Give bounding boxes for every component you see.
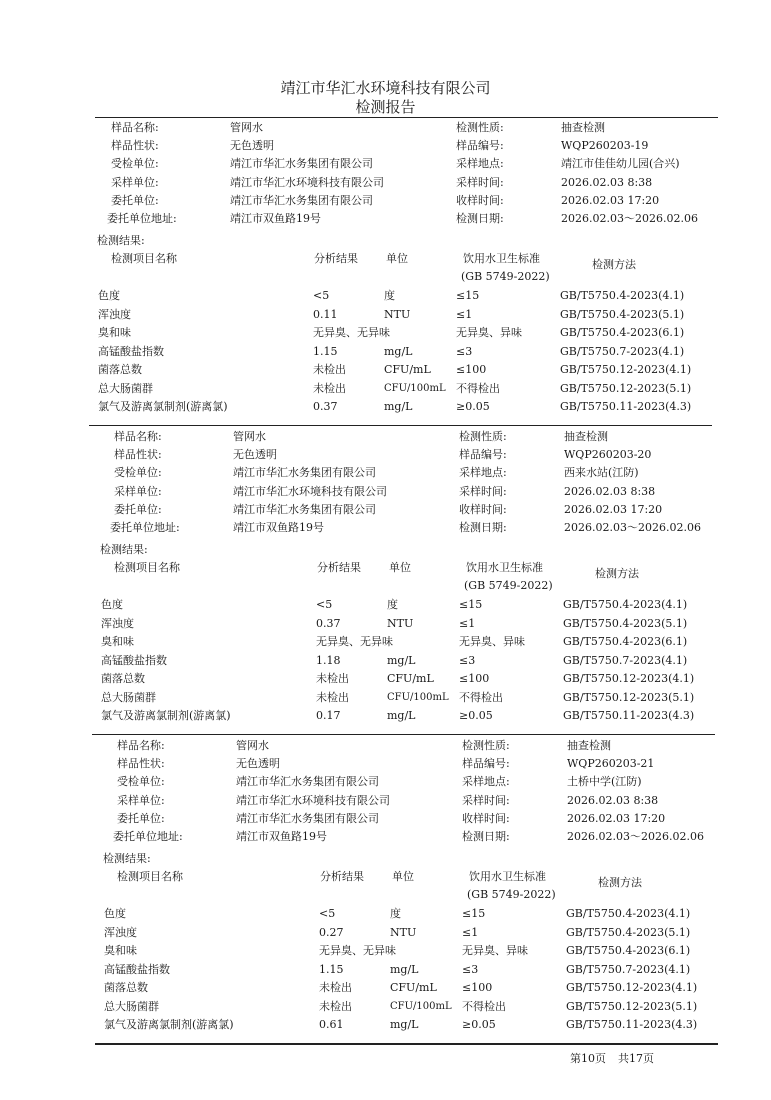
label-sample-property: 样品性状:: [117, 757, 165, 771]
value-sample-property: 无色透明: [230, 139, 274, 153]
test-unit: CFU/mL: [390, 981, 437, 994]
test-standard: ≤1: [462, 925, 479, 939]
test-standard: ≤3: [459, 653, 476, 667]
test-unit: 度: [387, 598, 398, 611]
test-result: 未检出: [319, 981, 352, 994]
test-standard: ≥0.05: [456, 400, 490, 413]
test-item: 浑浊度: [98, 307, 131, 321]
footer-rule: [95, 1044, 718, 1045]
value-sample-no: WQP260203-19: [561, 139, 649, 153]
test-result: 1.18: [316, 653, 341, 667]
col-header-item: 检测项目名称: [117, 870, 183, 883]
test-result: 未检出: [316, 672, 349, 685]
value-sample-no: WQP260203-21: [567, 757, 655, 771]
test-item: 色度: [98, 289, 120, 302]
value-client-unit: 靖江市华汇水务集团有限公司: [236, 775, 379, 789]
test-item: 高锰酸盐指数: [98, 344, 164, 358]
test-method: GB/T5750.12-2023(5.1): [563, 690, 695, 704]
col-header-unit: 单位: [386, 252, 408, 265]
test-standard: ≤15: [456, 289, 480, 302]
test-standard: ≤3: [462, 962, 479, 976]
test-standard: ≤15: [462, 907, 486, 920]
test-result: 未检出: [316, 690, 349, 704]
test-method: GB/T5750.4-2023(4.1): [563, 598, 688, 611]
test-result: 1.15: [319, 962, 344, 976]
test-result: 未检出: [313, 381, 346, 395]
company-name: 靖江市华汇水环境科技有限公司: [280, 79, 491, 97]
value-receive-time: 2026.02.03 17:20: [564, 502, 663, 516]
test-standard: ≤15: [459, 598, 483, 611]
value-sampling-site: 西来水站(江防): [564, 466, 639, 480]
test-unit: CFU/100mL: [387, 691, 449, 703]
value-sampling-time: 2026.02.03 8:38: [564, 484, 656, 498]
test-method: GB/T5750.12-2023(4.1): [566, 981, 698, 994]
test-method: GB/T5750.12-2023(5.1): [560, 381, 692, 395]
test-standard: 无异臭、异味: [459, 635, 525, 648]
label-test-nature: 检测性质:: [459, 430, 507, 443]
col-header-standard-code: (GB 5749-2022): [461, 270, 550, 283]
label-sample-no: 样品编号:: [462, 757, 510, 771]
label-sampling-site: 采样地点:: [456, 157, 504, 171]
test-method: GB/T5750.11-2023(4.3): [560, 400, 692, 413]
label-sample-name: 样品名称:: [111, 121, 159, 134]
value-sample-name: 管网水: [233, 430, 266, 443]
test-method: GB/T5750.4-2023(4.1): [566, 907, 691, 920]
page-footer: [570, 1050, 654, 1066]
test-unit: NTU: [387, 616, 414, 630]
value-entrust-unit: 靖江市华汇水务集团有限公司: [236, 811, 379, 825]
header-rule: [95, 117, 718, 118]
value-client-address: 靖江市双鱼路19号: [233, 521, 324, 534]
test-item: 总大肠菌群: [98, 381, 153, 395]
test-standard: 不得检出: [462, 999, 506, 1013]
test-method: GB/T5750.4-2023(5.1): [560, 307, 685, 321]
test-method: GB/T5750.4-2023(5.1): [566, 925, 691, 939]
label-test-date: 检测日期:: [456, 212, 504, 225]
test-method: GB/T5750.11-2023(4.3): [563, 709, 695, 722]
section-divider: [92, 734, 715, 735]
col-header-result: 分析结果: [317, 561, 361, 574]
test-result: 0.61: [319, 1018, 344, 1031]
test-result: 无异臭、无异味: [313, 326, 390, 339]
test-standard: ≥0.05: [462, 1018, 496, 1031]
value-sample-property: 无色透明: [233, 448, 277, 462]
test-item: 菌落总数: [101, 672, 145, 685]
test-standard: ≤100: [462, 981, 493, 994]
test-method: GB/T5750.12-2023(4.1): [563, 672, 695, 685]
label-entrust-unit: 委托单位:: [117, 811, 165, 825]
test-result: <5: [319, 907, 336, 920]
col-header-result: 分析结果: [320, 870, 364, 883]
test-standard: ≤1: [456, 307, 473, 321]
label-receive-time: 收样时间:: [456, 193, 504, 207]
test-standard: ≤100: [456, 363, 487, 376]
value-client-unit: 靖江市华汇水务集团有限公司: [233, 466, 376, 480]
value-sample-property: 无色透明: [236, 757, 280, 771]
label-sampling-time: 采样时间:: [456, 175, 504, 189]
test-method: GB/T5750.4-2023(6.1): [563, 635, 688, 648]
test-unit: 度: [390, 907, 401, 920]
sample-section: [0, 120, 771, 430]
value-test-nature: 抽查检测: [564, 430, 608, 443]
page-number: 第10页: [570, 1052, 606, 1065]
test-item: 氯气及游离氯制剂(游离氯): [101, 709, 231, 722]
test-standard: ≤3: [456, 344, 473, 358]
test-result: 未检出: [319, 999, 352, 1013]
label-client-address: 委托单位地址:: [110, 521, 180, 534]
results-label: 检测结果:: [97, 234, 145, 247]
value-sampling-site: 土桥中学(江防): [567, 775, 642, 789]
test-result: 0.37: [313, 400, 338, 413]
label-sampling-unit: 采样单位:: [111, 175, 159, 189]
test-method: GB/T5750.4-2023(6.1): [560, 326, 685, 339]
test-unit: CFU/100mL: [390, 1000, 452, 1012]
test-method: GB/T5750.7-2023(4.1): [560, 344, 685, 358]
label-receive-time: 收样时间:: [462, 811, 510, 825]
test-unit: CFU/100mL: [384, 382, 446, 394]
label-test-date: 检测日期:: [459, 521, 507, 534]
test-unit: 度: [384, 289, 395, 302]
test-unit: NTU: [384, 307, 411, 321]
test-standard: ≤1: [459, 616, 476, 630]
value-test-date: 2026.02.03～2026.02.06: [564, 521, 701, 534]
test-method: GB/T5750.7-2023(4.1): [563, 653, 688, 667]
col-header-standard: 饮用水卫生标准: [463, 252, 540, 265]
label-client-unit: 受检单位:: [111, 157, 159, 171]
value-sampling-time: 2026.02.03 8:38: [567, 793, 659, 807]
value-sample-no: WQP260203-20: [564, 448, 652, 462]
col-header-method: 检测方法: [595, 567, 639, 580]
label-client-address: 委托单位地址:: [107, 212, 177, 225]
test-result: <5: [313, 289, 330, 302]
value-receive-time: 2026.02.03 17:20: [567, 811, 666, 825]
col-header-item: 检测项目名称: [114, 561, 180, 574]
value-test-date: 2026.02.03～2026.02.06: [561, 212, 698, 225]
test-item: 高锰酸盐指数: [101, 653, 167, 667]
test-unit: mg/L: [387, 709, 416, 722]
value-entrust-unit: 靖江市华汇水务集团有限公司: [233, 502, 376, 516]
value-entrust-unit: 靖江市华汇水务集团有限公司: [230, 193, 373, 207]
value-test-nature: 抽查检测: [567, 739, 611, 752]
label-entrust-unit: 委托单位:: [114, 502, 162, 516]
test-method: GB/T5750.7-2023(4.1): [566, 962, 691, 976]
test-result: 0.11: [313, 307, 338, 321]
test-method: GB/T5750.11-2023(4.3): [566, 1018, 698, 1031]
test-item: 高锰酸盐指数: [104, 962, 170, 976]
test-method: GB/T5750.4-2023(5.1): [563, 616, 688, 630]
label-sample-name: 样品名称:: [114, 430, 162, 443]
test-item: 总大肠菌群: [101, 690, 156, 704]
col-header-result: 分析结果: [314, 252, 358, 265]
value-receive-time: 2026.02.03 17:20: [561, 193, 660, 207]
value-sampling-unit: 靖江市华汇水环境科技有限公司: [233, 484, 387, 498]
label-sampling-unit: 采样单位:: [117, 793, 165, 807]
test-result: 1.15: [313, 344, 338, 358]
test-item: 总大肠菌群: [104, 999, 159, 1013]
label-sampling-time: 采样时间:: [459, 484, 507, 498]
label-client-address: 委托单位地址:: [113, 830, 183, 843]
test-method: GB/T5750.4-2023(4.1): [560, 289, 685, 302]
label-sampling-time: 采样时间:: [462, 793, 510, 807]
label-sample-no: 样品编号:: [459, 448, 507, 462]
col-header-standard-code: (GB 5749-2022): [467, 888, 556, 901]
label-receive-time: 收样时间:: [459, 502, 507, 516]
test-item: 色度: [101, 598, 123, 611]
test-item: 菌落总数: [104, 981, 148, 994]
value-test-nature: 抽查检测: [561, 121, 605, 134]
test-method: GB/T5750.12-2023(4.1): [560, 363, 692, 376]
label-sample-property: 样品性状:: [114, 448, 162, 462]
test-item: 臭和味: [101, 635, 134, 648]
test-unit: CFU/mL: [387, 672, 434, 685]
value-sample-name: 管网水: [230, 121, 263, 134]
value-client-address: 靖江市双鱼路19号: [236, 830, 327, 843]
test-result: 0.37: [316, 616, 341, 630]
value-test-date: 2026.02.03～2026.02.06: [567, 830, 704, 843]
label-test-date: 检测日期:: [462, 830, 510, 843]
col-header-standard-code: (GB 5749-2022): [464, 579, 553, 592]
value-client-unit: 靖江市华汇水务集团有限公司: [230, 157, 373, 171]
test-method: GB/T5750.12-2023(5.1): [566, 999, 698, 1013]
col-header-item: 检测项目名称: [111, 252, 177, 265]
test-result: <5: [316, 598, 333, 611]
test-unit: NTU: [390, 925, 417, 939]
label-client-unit: 受检单位:: [114, 466, 162, 480]
test-standard: 无异臭、异味: [462, 944, 528, 957]
test-unit: mg/L: [390, 962, 419, 976]
test-result: 0.27: [319, 925, 344, 939]
label-sampling-site: 采样地点:: [459, 466, 507, 480]
label-entrust-unit: 委托单位:: [111, 193, 159, 207]
sample-section: [0, 738, 771, 1048]
col-header-unit: 单位: [389, 561, 411, 574]
col-header-unit: 单位: [392, 870, 414, 883]
test-standard: 不得检出: [459, 690, 503, 704]
test-result: 无异臭、无异味: [319, 944, 396, 957]
value-sampling-unit: 靖江市华汇水环境科技有限公司: [230, 175, 384, 189]
results-label: 检测结果:: [100, 543, 148, 556]
col-header-standard: 饮用水卫生标准: [469, 870, 546, 883]
test-item: 浑浊度: [101, 616, 134, 630]
test-result: 0.17: [316, 709, 341, 722]
label-sampling-unit: 采样单位:: [114, 484, 162, 498]
test-standard: 不得检出: [456, 381, 500, 395]
test-item: 色度: [104, 907, 126, 920]
test-item: 浑浊度: [104, 925, 137, 939]
label-sample-name: 样品名称:: [117, 739, 165, 752]
test-item: 菌落总数: [98, 363, 142, 376]
test-item: 臭和味: [104, 944, 137, 957]
label-sample-no: 样品编号:: [456, 139, 504, 153]
col-header-method: 检测方法: [592, 258, 636, 271]
test-item: 氯气及游离氯制剂(游离氯): [98, 400, 228, 413]
test-unit: mg/L: [387, 653, 416, 667]
label-test-nature: 检测性质:: [456, 121, 504, 134]
report-title: 检测报告: [355, 98, 416, 116]
value-sample-name: 管网水: [236, 739, 269, 752]
label-test-nature: 检测性质:: [462, 739, 510, 752]
test-unit: mg/L: [384, 400, 413, 413]
total-pages: 共17页: [618, 1052, 654, 1065]
results-label: 检测结果:: [103, 852, 151, 865]
test-unit: mg/L: [384, 344, 413, 358]
test-result: 无异臭、无异味: [316, 635, 393, 648]
label-sample-property: 样品性状:: [111, 139, 159, 153]
test-result: 未检出: [313, 363, 346, 376]
test-standard: ≤100: [459, 672, 490, 685]
test-standard: ≥0.05: [459, 709, 493, 722]
test-item: 臭和味: [98, 326, 131, 339]
col-header-standard: 饮用水卫生标准: [466, 561, 543, 574]
sample-section: [0, 429, 771, 739]
value-sampling-time: 2026.02.03 8:38: [561, 175, 653, 189]
value-sampling-site: 靖江市佳佳幼儿园(合兴): [561, 157, 680, 171]
section-divider: [89, 425, 712, 426]
value-sampling-unit: 靖江市华汇水环境科技有限公司: [236, 793, 390, 807]
value-client-address: 靖江市双鱼路19号: [230, 212, 321, 225]
test-standard: 无异臭、异味: [456, 326, 522, 339]
test-item: 氯气及游离氯制剂(游离氯): [104, 1018, 234, 1031]
label-client-unit: 受检单位:: [117, 775, 165, 789]
test-unit: mg/L: [390, 1018, 419, 1031]
test-method: GB/T5750.4-2023(6.1): [566, 944, 691, 957]
col-header-method: 检测方法: [598, 876, 642, 889]
test-unit: CFU/mL: [384, 363, 431, 376]
label-sampling-site: 采样地点:: [462, 775, 510, 789]
